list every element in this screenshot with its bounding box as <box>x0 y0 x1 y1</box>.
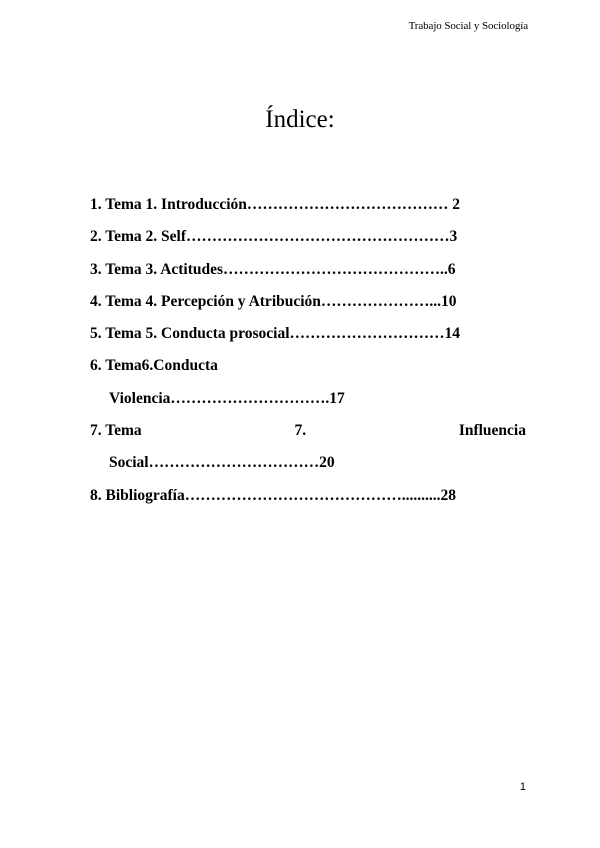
toc-entry-influencia-part1: 7. Tema <box>90 422 142 440</box>
toc-entry-influencia-social-cont[interactable]: Social……………………………20 <box>109 454 335 472</box>
toc-entry-conducta-prosocial[interactable]: 5. Tema 5. Conducta prosocial…………………………14 <box>90 325 461 343</box>
toc-entry-influencia-social[interactable] <box>90 420 526 452</box>
toc-entry-influencia-part2: 7. <box>294 422 307 440</box>
toc-entry-actitudes[interactable]: 3. Tema 3. Actitudes……………………………………..6 <box>90 260 456 278</box>
toc-entry-influencia-part3: Influencia <box>458 422 526 440</box>
toc-entry-self[interactable]: 2. Tema 2. Self……………………………………………3 <box>90 228 458 246</box>
table-of-contents <box>90 194 526 517</box>
page-number: 1 <box>519 781 526 793</box>
page-title: Índice: <box>265 106 335 133</box>
toc-entry-percepcion-atribucion[interactable]: 4. Tema 4. Percepción y Atribución…………………...10 <box>90 292 457 310</box>
toc-entry-conducta-violencia-cont[interactable]: Violencia………………………….17 <box>109 389 345 407</box>
toc-entry-introduccion[interactable]: 1. Tema 1. Introducción………………………………… 2 <box>90 196 461 213</box>
running-header: Trabajo Social y Sociología <box>408 20 528 32</box>
toc-entry-bibliografia[interactable]: 8. Bibliografía……………………………………..........28 <box>90 486 456 504</box>
toc-entry-conducta-violencia[interactable]: 6. Tema6.Conducta <box>90 357 218 375</box>
